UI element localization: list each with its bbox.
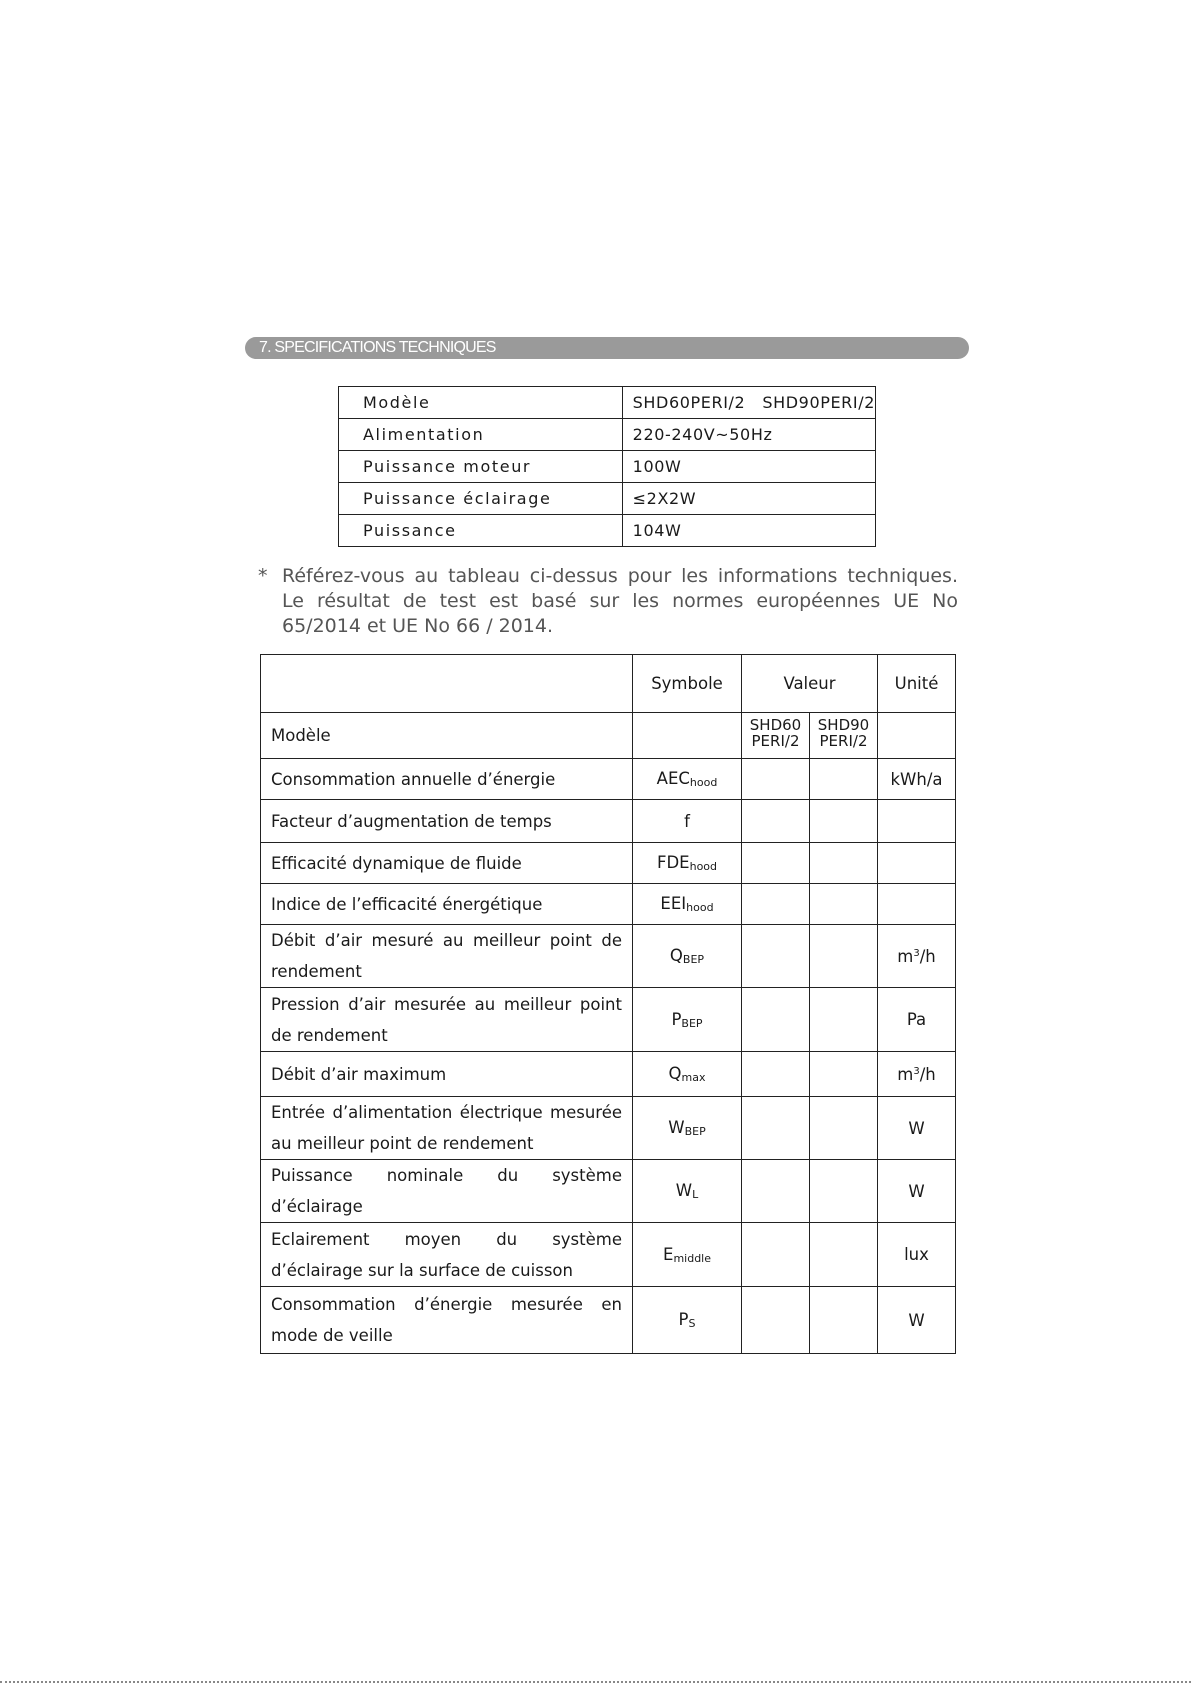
header-empty-cell <box>261 655 633 713</box>
value-cell <box>810 800 878 843</box>
symbol-base: f <box>684 811 690 831</box>
symbol-subscript: hood <box>686 901 714 914</box>
model-row <box>261 713 956 759</box>
model-col-2: SHD90 PERI/2 <box>810 713 878 759</box>
parameter-description: Facteur d’augmentation de temps <box>261 800 633 843</box>
spec-value: SHD60PERI/2 SHD90PERI/2 <box>622 387 875 419</box>
table-row <box>261 759 956 800</box>
model-symbol-cell <box>633 713 742 759</box>
value-cell <box>810 1223 878 1287</box>
unit-base: m <box>897 1064 914 1084</box>
header-unit: Unité <box>878 655 956 713</box>
symbol-base: W <box>675 1181 693 1200</box>
spec-value: 104W <box>622 515 875 547</box>
value-cell <box>742 1097 810 1160</box>
parameter-description: Pression d’air mesurée au meilleur point de rendement <box>261 988 633 1052</box>
unit-rest: /h <box>919 1064 936 1084</box>
table-row <box>261 1052 956 1097</box>
page-bottom-border <box>0 1681 1191 1683</box>
model-label: Modèle <box>261 713 633 759</box>
parameter-symbol <box>633 988 742 1052</box>
symbol-subscript: BEP <box>684 1125 706 1138</box>
spec-label: Puissance éclairage <box>339 483 623 515</box>
symbol-base: Q <box>668 1064 682 1083</box>
parameter-description: Eclairement moyen du système d’éclairage sur la surface de cuisson <box>261 1223 633 1287</box>
value-cell <box>742 759 810 800</box>
table-row <box>261 884 956 925</box>
value-cell <box>810 759 878 800</box>
table-row <box>339 515 876 547</box>
unit-cell: W <box>878 1287 956 1354</box>
parameter-description: Puissance nominale du système d’éclairage <box>261 1160 633 1223</box>
parameter-description: Entrée d’alimentation électrique mesurée au meilleur point de rendement <box>261 1097 633 1160</box>
unit-cell: W <box>878 1160 956 1223</box>
parameter-symbol <box>633 1287 742 1354</box>
table-row <box>261 843 956 884</box>
unit-cell <box>878 800 956 843</box>
symbol-subscript: S <box>688 1317 696 1330</box>
symbol-base: P <box>671 1009 682 1029</box>
symbol-subscript: BEP <box>682 953 705 966</box>
parameter-description: Débit d’air mesuré au meilleur point de rendement <box>261 925 633 988</box>
header-symbol: Symbole <box>633 655 742 713</box>
model-unit-cell <box>878 713 956 759</box>
parameter-symbol <box>633 1160 742 1223</box>
parameter-description: Débit d’air maximum <box>261 1052 633 1097</box>
symbol-base: FDE <box>656 853 690 872</box>
value-cell <box>810 1097 878 1160</box>
value-cell <box>810 1287 878 1354</box>
value-cell <box>810 884 878 925</box>
table-row <box>261 1097 956 1160</box>
symbol-subscript: L <box>692 1188 699 1201</box>
table-row <box>339 451 876 483</box>
value-cell <box>742 843 810 884</box>
symbol-base: E <box>663 1244 674 1264</box>
header-value: Valeur <box>742 655 878 713</box>
value-cell <box>810 988 878 1052</box>
unit-cell <box>878 925 956 988</box>
unit-superscript: 3 <box>913 1065 920 1077</box>
technical-note <box>258 564 958 639</box>
table-row <box>261 988 956 1052</box>
symbol-base: P <box>678 1310 689 1329</box>
parameter-symbol <box>633 1052 742 1097</box>
spec-value: ≤2X2W <box>622 483 875 515</box>
model-col-1: SHD60 PERI/2 <box>742 713 810 759</box>
value-cell <box>742 1223 810 1287</box>
table-row <box>339 387 876 419</box>
parameter-symbol <box>633 925 742 988</box>
note-asterisk: * <box>258 565 268 587</box>
note-text: Référez-vous au tableau ci-dessus pour les informations techniques. Le résultat de test est basé sur les normes européennes UE No 65/2014 et UE No 66 / 2014. <box>282 565 958 637</box>
table-row <box>261 1287 956 1354</box>
spec-label: Puissance moteur <box>339 451 623 483</box>
spec-label: Puissance <box>339 515 623 547</box>
parameter-description: Consommation d’énergie mesurée en mode de veille <box>261 1287 633 1354</box>
value-cell <box>810 1160 878 1223</box>
value-cell <box>742 925 810 988</box>
unit-cell <box>878 884 956 925</box>
parameter-symbol <box>633 800 742 843</box>
value-cell <box>742 800 810 843</box>
spec-value: 100W <box>622 451 875 483</box>
symbol-subscript: hood <box>689 776 718 789</box>
spec-label: Modèle <box>339 387 623 419</box>
spec-table <box>338 386 876 547</box>
parameter-symbol <box>633 843 742 884</box>
symbol-subscript: hood <box>689 860 718 873</box>
unit-cell: Pa <box>878 988 956 1052</box>
value-cell <box>810 925 878 988</box>
spec-value: 220-240V~50Hz <box>622 419 875 451</box>
symbol-base: EEI <box>660 894 687 913</box>
unit-base: m <box>897 946 914 966</box>
value-cell <box>742 1287 810 1354</box>
parameter-description: Efficacité dynamique de fluide <box>261 843 633 884</box>
unit-rest: /h <box>919 946 936 966</box>
parameter-symbol <box>633 759 742 800</box>
unit-cell: W <box>878 1097 956 1160</box>
value-cell <box>810 843 878 884</box>
value-cell <box>742 988 810 1052</box>
parameter-description: Indice de l’efficacité énergétique <box>261 884 633 925</box>
value-cell <box>742 884 810 925</box>
symbol-subscript: max <box>681 1071 706 1084</box>
symbol-base: Q <box>669 946 683 965</box>
symbol-base: W <box>668 1118 685 1137</box>
symbol-base: AEC <box>656 769 690 788</box>
table-row <box>261 925 956 988</box>
parameter-symbol <box>633 884 742 925</box>
symbol-subscript: BEP <box>681 1016 703 1030</box>
table-row <box>339 483 876 515</box>
value-cell <box>810 1052 878 1097</box>
energy-table <box>260 654 956 1354</box>
parameter-symbol <box>633 1097 742 1160</box>
unit-superscript: 3 <box>913 947 920 959</box>
spec-label: Alimentation <box>339 419 623 451</box>
unit-cell <box>878 843 956 884</box>
table-header-row <box>261 655 956 713</box>
value-cell <box>742 1160 810 1223</box>
table-row <box>339 419 876 451</box>
table-row <box>261 1223 956 1287</box>
symbol-subscript: middle <box>673 1251 711 1265</box>
parameter-description: Consommation annuelle d’énergie <box>261 759 633 800</box>
unit-cell <box>878 1052 956 1097</box>
table-row <box>261 800 956 843</box>
value-cell <box>742 1052 810 1097</box>
unit-cell: kWh/a <box>878 759 956 800</box>
unit-cell: lux <box>878 1223 956 1287</box>
section-title: 7. SPECIFICATIONS TECHNIQUES <box>245 337 969 359</box>
parameter-symbol <box>633 1223 742 1287</box>
table-row <box>261 1160 956 1223</box>
